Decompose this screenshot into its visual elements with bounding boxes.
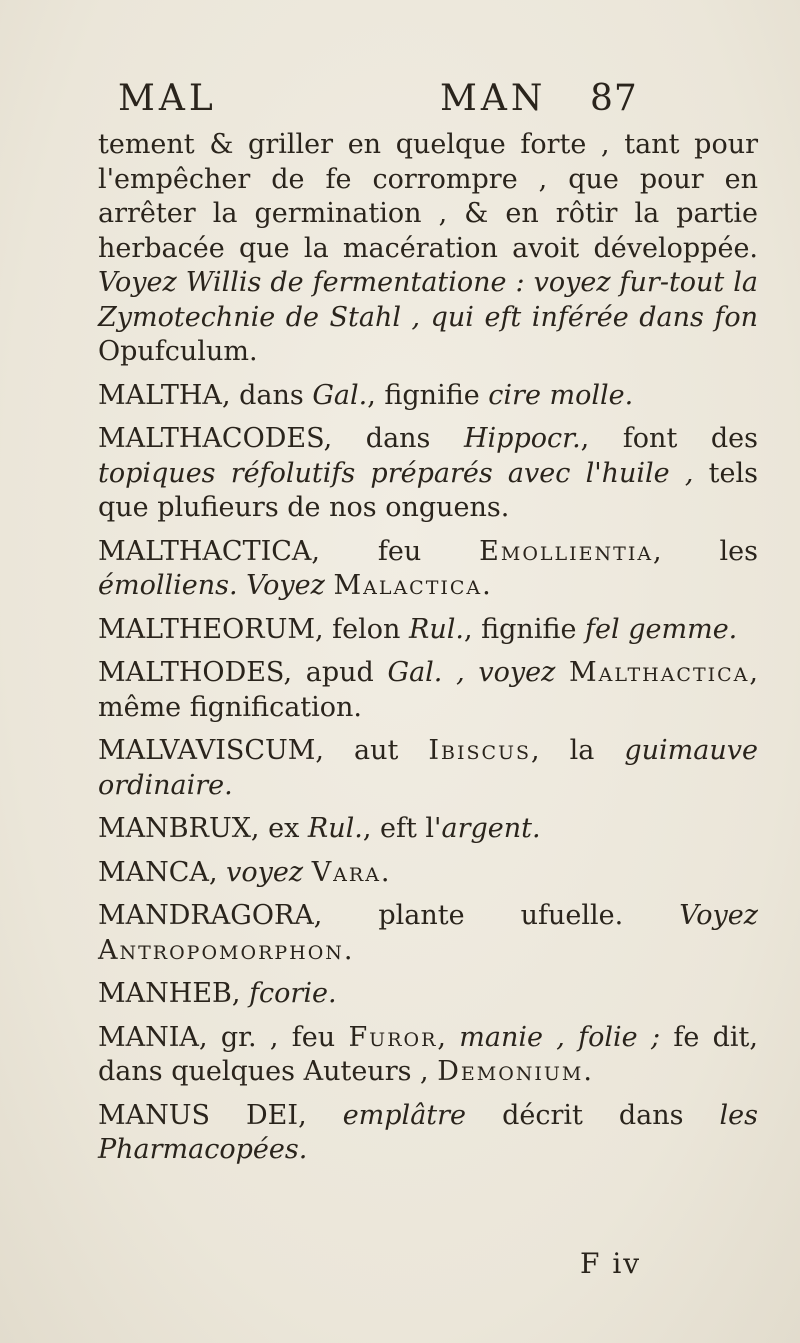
entry-headword: MANHEB [98, 978, 232, 1009]
entry-headword: MALTHODES [98, 657, 284, 688]
page-number: 87 [590, 78, 638, 119]
entry-malthodes: MALTHODES, apud Gal. , voyez Malthactica, même fignification. [98, 657, 758, 723]
entry-headword: MALTHEORUM [98, 613, 316, 645]
entry-headword: MALTHA [98, 379, 222, 411]
entry-headword: MANIA [98, 1021, 199, 1053]
entry-malvaviscum: MALVAVISCUM, aut Ibiscus, la guimauve ordinaire. [98, 735, 758, 801]
entry-headword: MANUS DEI [98, 1099, 299, 1131]
entry-headword: MALVAVISCUM [98, 735, 316, 766]
entry-mandragora: MANDRAGORA, plante ufuelle. Voyez Antropomorphon. [98, 900, 758, 966]
entry-manca: MANCA, voyez Vara. [98, 856, 392, 888]
entry-headword: MALTHACTICA [98, 535, 312, 567]
header-left: MAL [118, 78, 217, 119]
entry-malthacodes: MALTHACODES, dans Hippocr., font des topiques réfolutifs préparés avec l'huile , tels que plufieurs de nos onguens. [98, 423, 758, 523]
entry-manheb: MANHEB, fcorie. [98, 978, 337, 1009]
signature-mark: F iv [580, 1247, 642, 1280]
entry-maltha: MALTHA, dans Gal., fignifie cire molle. [98, 379, 634, 411]
entry-headword: MANDRAGORA [98, 900, 314, 931]
entry-maltheorum: MALTHEORUM, felon Rul., fignifie fel gemme. [98, 613, 738, 645]
running-header [0, 78, 800, 128]
entry-headword: MANBRUX [98, 813, 251, 844]
entry-mania: MANIA, gr. , feu Furor, manie , folie ; fe dit, dans quelques Auteurs , Demonium. [98, 1021, 758, 1087]
header-right: MAN [440, 78, 547, 119]
entry-manbrux: MANBRUX, ex Rul., eft l'argent. [98, 813, 541, 844]
entry-continuation: tement & griller en quelque forte , tant pour l'empêcher de fe corrompre , que pour en arrêter la germination , & en rôtir la partie herbacée que la macération avoit développée. Voyez Willis de fermentatione : voyez fur-tout la Zymotechnie de Stahl , qui eft inférée dans fon Opufculum. [98, 129, 758, 367]
dictionary-text [98, 128, 758, 1168]
entry-headword: MANCA [98, 856, 209, 888]
entry-malthactica: MALTHACTICA, feu Emollientia, les émolliens. Voyez Malactica. [98, 535, 758, 601]
entry-headword: MALTHACODES [98, 423, 324, 454]
entry-manus-dei: MANUS DEI, emplâtre décrit dans les Pharmacopées. [98, 1099, 758, 1165]
